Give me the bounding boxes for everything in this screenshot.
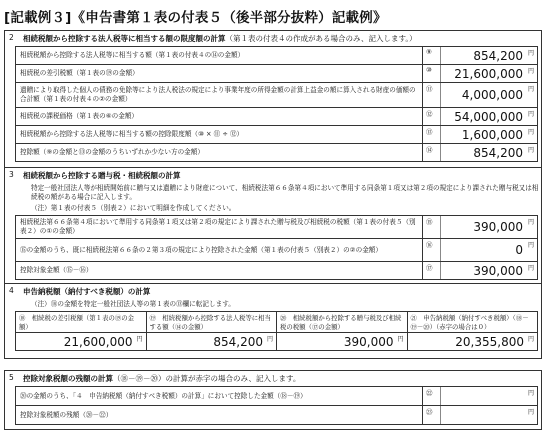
row-16: ⑮の金額のうち、既に相続税法第６６条の２第３項の規定により控除された金額（第１表の付表５（別表２）の②の金額） ⑯ 0 円 <box>15 238 538 262</box>
section-4-grid <box>15 311 538 351</box>
section-3-note: 特定一般社団法人等が相続開始前に贈与又は遺贈により財産について、相続税法第６６条第４項において準用する同条第１項又は第２項の規定により課された贈与税又は相続税の額がある場合に記入します。 <box>31 184 539 201</box>
row-14: 控除額（⑨の金額と⑬の金額のうちいずれか少ない方の金額） ⑭ 854,200 円 <box>15 143 538 162</box>
section-3 <box>4 168 542 284</box>
row-11: 遺贈により取得した個人の債務の免除等により法人税法の規定により事業年度の所得金額の計算上益金の額に算入される財産の価額の合計額（第１表の付表４の②の金額） ⑪ 4,000,000 円 <box>15 82 538 108</box>
row-15: 相続税法第６６条第４項において準用する同条第１項又は第２項の規定により課された贈与税及び相続税の税額（第１表の付表５（別表２）の①の金額） ⑮ 390,000 円 <box>15 215 538 239</box>
section-5 <box>4 370 542 430</box>
section-2-heading: 2 相続税額から控除する法人税等に相当する額の限度額の計算（第１表の付表４の作成がある場合のみ、記入します。） <box>9 33 417 43</box>
row-17: 控除対象金額（⑮－⑯） ⑰ 390,000 円 <box>15 261 538 280</box>
page-title: [記載例３]《申告書第１表の付表５（後半部分抜粋）記載例》 <box>4 10 387 26</box>
cell-19: ⑲ 相続税額から控除する法人税等に相当する額（⑭の金額） 854,200 円 <box>147 312 278 350</box>
section-4-heading: 4 申告納税額（納付すべき税額）の計算 <box>9 286 151 296</box>
cell-21: ㉑ 申告納税額（納付すべき税額）（⑱－⑲－⑳）（赤字の場合は０） 20,355,800 円 <box>408 312 538 350</box>
section-2 <box>4 30 542 168</box>
row-23: 控除対象税額の残額（⑳－㉒） ㉓ 円 <box>15 405 538 425</box>
cell-18: ⑱ 相続税の差引税額（第１表の⑲の金額） 21,600,000 円 <box>16 312 147 350</box>
cell-20: ⑳ 相続税額から控除する贈与税及び相続税の税額（⑰の金額） 390,000 円 <box>277 312 408 350</box>
row-12: 相続税の課税価格（第１表の⑥の金額） ⑫ 54,000,000 円 <box>15 107 538 126</box>
row-10: 相続税の差引税額（第１表の⑲の金額） ⑩ 21,600,000 円 <box>15 64 538 83</box>
row-22: ⑳の金額のうち、「４ 申告納税額（納付すべき税額）の計算」において控除した金額（⑱－⑲） ㉒ 円 <box>15 386 538 406</box>
section-3-heading: 3 相続税額から控除する贈与税・相続税額の計算 <box>9 170 181 180</box>
section-4-note: （注）⑱の金額を特定一般社団法人等の第１表の⑬欄に転記します。 <box>31 300 235 308</box>
row-9: 相続税額から控除する法人税等に相当する額（第１表の付表４の⑭の金額） ⑨ 854,200 円 <box>15 46 538 65</box>
row-13: 相続税額から控除する法人税等に相当する額の控除限度額（⑩ × ⑪ ÷ ⑫） ⑬ 1,600,000 円 <box>15 125 538 144</box>
section-3-note-2: （注）第１表の付表５（別表２）において明細を作成してください。 <box>31 204 236 212</box>
section-4 <box>4 284 542 359</box>
section-5-heading: 5 控除対象税額の残額の計算（⑱－⑲－⑳）の計算が赤字の場合のみ、記入します。 <box>9 373 301 383</box>
